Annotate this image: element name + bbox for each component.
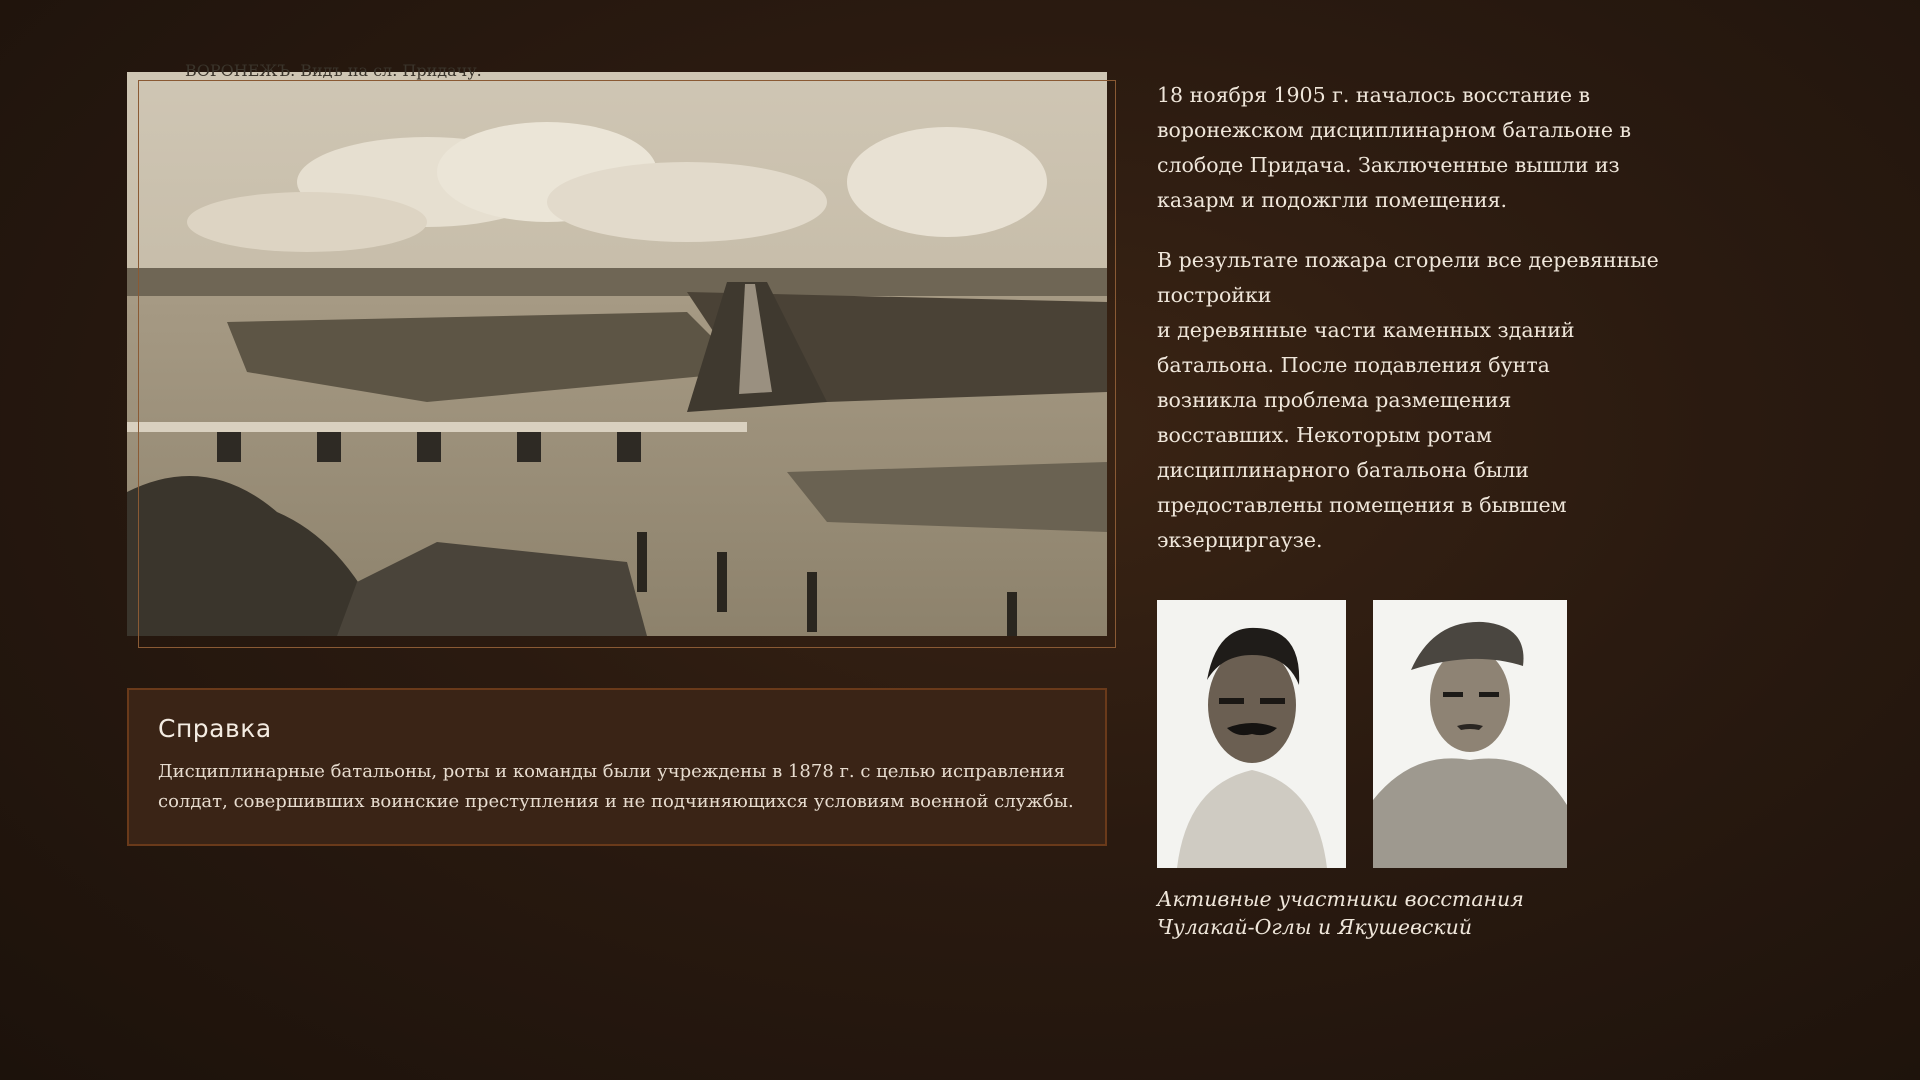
caption-line: Чулакай-Оглы и Якушевский [1157, 915, 1473, 939]
reference-line: Дисциплинарные батальоны, роты и команды были учреждены в 1878 г. с целью исправления [158, 761, 1065, 782]
paragraph-line: слободе Придача. Заключенные вышли из [1157, 153, 1620, 177]
paragraph-line: казарм и подожгли помещения. [1157, 188, 1508, 212]
paragraph-line: В результате пожара сгорели все деревянные [1157, 248, 1659, 272]
reference-line: солдат, совершивших воинские преступления и не подчиняющихся условиям военной службы. [158, 791, 1074, 812]
reference-title: Справка [158, 714, 272, 743]
paragraph-line: экзерциргаузе. [1157, 528, 1323, 552]
portrait-man-cap-icon [1373, 600, 1567, 868]
paragraph-line: предоставлены помещения в бывшем [1157, 493, 1567, 517]
paragraph-line: восставших. Некоторым ротам [1157, 423, 1492, 447]
paragraph-line: и деревянные части каменных зданий [1157, 318, 1575, 342]
paragraph-line: дисциплинарного батальона были [1157, 458, 1529, 482]
reference-text [158, 757, 1076, 817]
portrait-photo-man-mustache [1157, 600, 1346, 868]
paragraph-line: 18 ноября 1905 г. началось восстание в [1157, 83, 1591, 107]
reference-box [127, 688, 1107, 846]
paragraph-line: воронежском дисциплинарном батальоне в [1157, 118, 1632, 142]
paragraph-fire [1157, 243, 1677, 558]
portrait-man-mustache-icon [1157, 600, 1346, 868]
landscape-photo [127, 61, 1107, 636]
caption-line: Активные участники восстания [1157, 887, 1524, 911]
paragraph-line: возникла проблема размещения [1157, 388, 1512, 412]
landscape-photo-image [127, 61, 1107, 636]
paragraph-uprising [1157, 78, 1677, 218]
paragraph-line: батальона. После подавления бунта [1157, 353, 1550, 377]
portrait-photo-man-cap [1373, 600, 1567, 868]
paragraph-line: постройки [1157, 283, 1272, 307]
photo-header-text: ВОРОНЕЖЪ. Видъ на сл. Придачу. [185, 61, 482, 80]
portraits-caption [1157, 885, 1524, 941]
description-column [1157, 78, 1677, 583]
